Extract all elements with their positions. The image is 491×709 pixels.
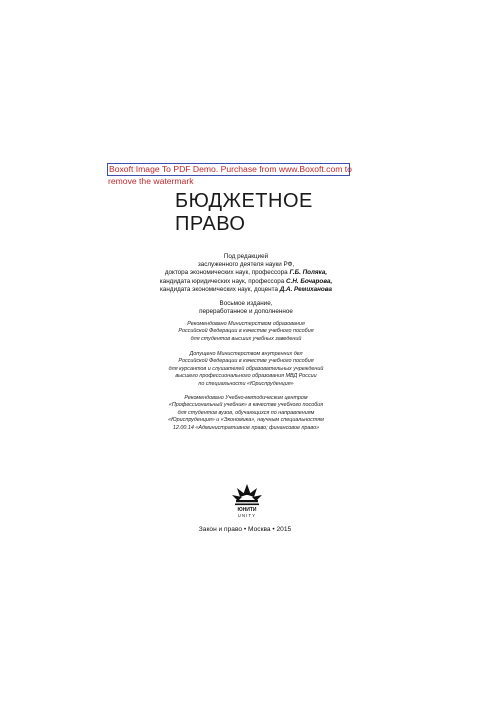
- editorial-board: [142, 253, 350, 294]
- editor-honor: заслуженного деятеля науки РФ,: [197, 261, 295, 269]
- book-title: [175, 190, 345, 236]
- watermark-line-1: Boxoft Image To PDF Demo. Purchase from www.Boxoft.com to: [109, 164, 352, 174]
- recommendation-2: [142, 351, 350, 388]
- editor-line-3: кандидата экономических наук, доцента Д.А. Ремиханова: [160, 285, 332, 293]
- editor-intro: Под редакцией: [223, 253, 269, 260]
- rec-line: Рекомендовано Учебно-методическим центром: [184, 395, 308, 401]
- rec-line: для студентов вузов, обучающихся по направлениям: [177, 409, 315, 416]
- editor-name-3: Д.А. Ремиханова: [279, 285, 332, 293]
- rec-line: «Юриспруденция» и «Экономика», научным специальностям: [168, 417, 324, 424]
- editor-line-1: доктора экономических наук, профессора Г.Б. Поляка,: [164, 269, 328, 277]
- editor-name-2: С.Н. Бочарова,: [286, 277, 333, 285]
- watermark-notice: [107, 163, 350, 186]
- publisher-name-latin: UNITY: [237, 513, 257, 518]
- rec-line: Рекомендовано Министерством образования: [187, 321, 305, 327]
- edition-info: [142, 300, 350, 316]
- title-line-1: БЮДЖЕТНОЕ: [175, 190, 313, 212]
- editor-line-2: кандидата юридических наук, профессора С.Н. Бочарова,: [159, 277, 333, 285]
- rec-line: высшего профессионального образования МВД России: [175, 373, 317, 380]
- recommendation-3: [142, 395, 350, 432]
- recommendation-1: [142, 321, 350, 343]
- watermark-line-2: remove the watermark: [108, 175, 194, 186]
- rec-line: 12.00.14 «Административное право; финансовое право»: [172, 424, 320, 431]
- imprint-footer: Закон и право • Москва • 2015: [198, 526, 292, 533]
- rec-line: по специальности «Юриспруденция»: [198, 380, 294, 387]
- rec-line: для студентов высших учебных заведений: [190, 335, 302, 342]
- rec-line: для курсантов и слушателей образовательных учреждений: [168, 365, 324, 372]
- editor-name-1: Г.Б. Поляка,: [289, 269, 328, 277]
- rec-line: Российской Федерации в качестве учебного пособия: [178, 358, 314, 365]
- edition-line-2: переработанное и дополненное: [199, 308, 293, 316]
- rec-line: Допущено Министерством внутренних дел: [189, 351, 303, 357]
- rec-line: «Профессиональный учебник» в качестве учебного пособия: [168, 402, 324, 409]
- unity-logo-icon: [229, 480, 265, 518]
- edition-line-1: Восьмое издание,: [219, 300, 273, 307]
- rec-line: Российской Федерации в качестве учебного пособия: [178, 328, 314, 335]
- title-line-2: ПРАВО: [175, 213, 246, 235]
- publisher-name: ЮНИТИ: [237, 507, 257, 513]
